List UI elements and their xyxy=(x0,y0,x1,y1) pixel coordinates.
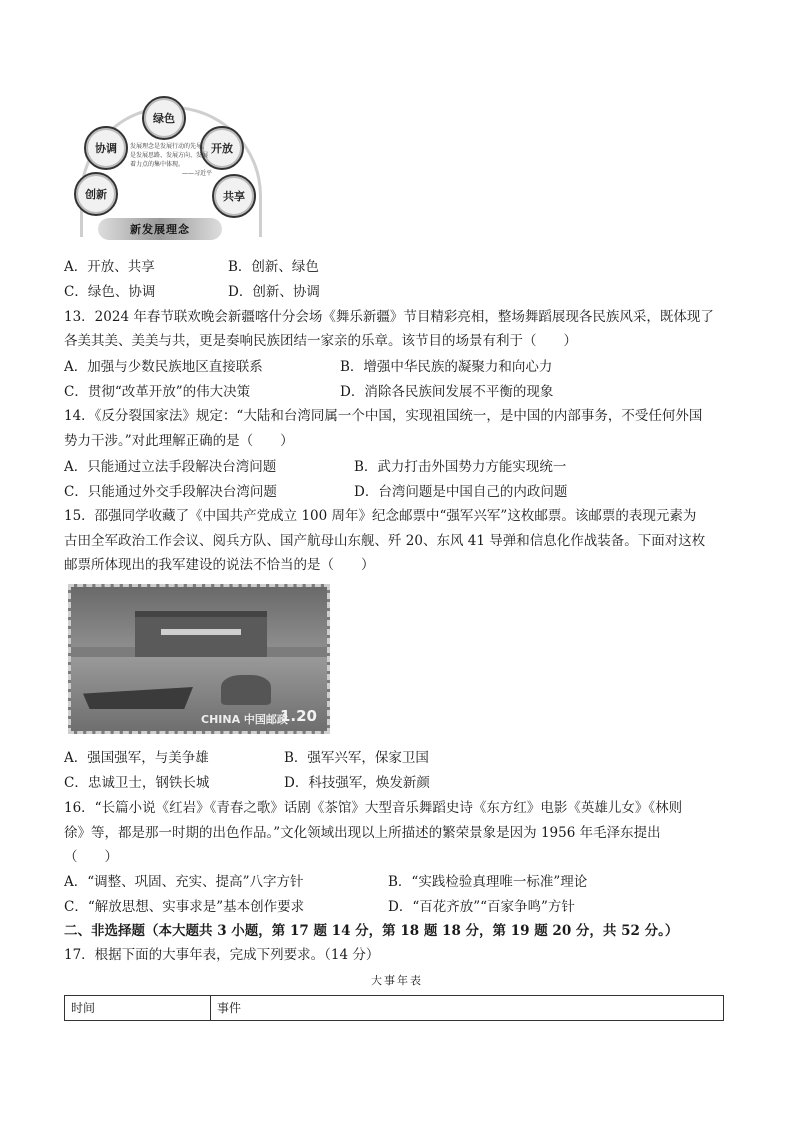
section2-title: 二、非选择题（本大题共 3 小题，第 17 题 14 分，第 18 题 18 分，第 19 题 20 分，共 52 分。） xyxy=(64,923,679,939)
q14-stem-line2: 势力干涉。”对此理解正确的是（ ） xyxy=(64,433,294,449)
q15-stem-line2: 古田全军政治工作会议、阅兵方队、国产航母山东舰、歼 20、东风 41 导弹和信息化作战装备。下面对这枚 xyxy=(64,533,706,549)
q17-stem: 17．根据下面的大事年表，完成下列要求。（14 分） xyxy=(64,947,380,963)
table-header-time: 时间 xyxy=(65,996,211,1020)
q13-stem-line1: 13．2024 年春节联欢晚会新疆喀什分会场《舞乐新疆》节目精彩亮相，整场舞蹈展现各民族风采，既体现了 xyxy=(64,309,714,325)
q14-option-a[interactable]: A．只能通过立法手段解决台湾问题 xyxy=(64,459,277,475)
q16-option-c[interactable]: C．“解放思想、实事求是”基本创作要求 xyxy=(64,899,305,915)
q16-stem-line2: 徐》等，都是那一时期的出色作品。”文化领域出现以上所描述的繁荣景象是因为 1956 年毛泽东提出 xyxy=(64,825,661,841)
q13-stem-line2: 各美其美、美美与共，更是奏响民族团结一家亲的乐章。该节目的场景有利于（ ） xyxy=(64,333,577,349)
q14-stem-line1: 14．《反分裂国家法》规定：“大陆和台湾同属一个中国，实现祖国统一，是中国的内部事务，不受任何外国 xyxy=(64,408,703,424)
q12-option-c[interactable]: C．绿色、协调 xyxy=(64,284,156,300)
stamp-country-label: CHINA 中国邮政 xyxy=(201,713,288,726)
q16-stem-line1: 16．“长篇小说《红岩》《青春之歌》话剧《茶馆》大型音乐舞蹈史诗《东方红》电影《英雄儿女》《林则 xyxy=(64,800,683,816)
q15-option-b[interactable]: B．强军兴军，保家卫国 xyxy=(284,750,429,766)
q14-option-b[interactable]: B．武力打击外国势力方能实现统一 xyxy=(354,459,567,475)
q13-option-c[interactable]: C．贯彻“改革开放”的伟大决策 xyxy=(64,384,251,400)
new-development-concept-diagram xyxy=(72,92,262,247)
q15-option-c[interactable]: C．忠诚卫士，钢铁长城 xyxy=(64,775,210,791)
table-title: 大事年表 xyxy=(371,974,423,987)
troops-shape xyxy=(221,675,271,705)
diagram-quote-text: 发展理念是发展行动的先导，是发展思路、发展方向、发展着力点的集中体现。 xyxy=(130,143,209,168)
q16-option-d[interactable]: D．“百花齐放”“百家争鸣”方针 xyxy=(388,899,575,915)
q15-option-d[interactable]: D．科技强军，焕发新颜 xyxy=(284,775,430,791)
q13-option-a[interactable]: A．加强与少数民族地区直接联系 xyxy=(64,359,263,375)
q15-stem-line1: 15．邵强同学收藏了《中国共产党成立 100 周年》纪念邮票中“强军兴军”这枚邮票。该邮票的表现元素为 xyxy=(64,508,697,524)
diagram-quote xyxy=(130,142,212,202)
q16-option-a[interactable]: A．“调整、巩固、充实、提高”八字方针 xyxy=(64,874,304,890)
q15-stem-line3: 邮票所体现出的我军建设的说法不恰当的是（ ） xyxy=(64,557,375,573)
diagram-banner: 新发展理念 xyxy=(98,218,222,240)
q12-option-b[interactable]: B．创新、绿色 xyxy=(228,259,319,275)
q16-stem-line3: （ ） xyxy=(64,849,118,865)
table-header-event: 事件 xyxy=(217,1001,242,1015)
events-table xyxy=(64,995,724,1021)
q13-option-d[interactable]: D．消除各民族间发展不平衡的现象 xyxy=(340,384,554,400)
q12-option-d[interactable]: D．创新、协调 xyxy=(228,284,320,300)
node-innovate: 创新 xyxy=(74,172,118,216)
q14-option-c[interactable]: C．只能通过外交手段解决台湾问题 xyxy=(64,484,277,500)
diagram-quote-signature: ——习近平 xyxy=(181,170,212,177)
q14-option-d[interactable]: D．台湾问题是中国自己的内政问题 xyxy=(354,484,568,500)
q13-option-b[interactable]: B．增强中华民族的凝聚力和向心力 xyxy=(340,359,553,375)
q16-option-b[interactable]: B．“实践检验真理唯一标准”理论 xyxy=(388,874,588,890)
node-open: 开放 xyxy=(200,126,244,170)
stamp-price: 1.20 xyxy=(279,707,317,725)
node-share: 共享 xyxy=(212,174,256,218)
commemorative-stamp-image xyxy=(68,584,330,734)
node-green: 绿色 xyxy=(142,96,186,140)
node-coordinate: 协调 xyxy=(84,126,128,170)
q15-option-a[interactable]: A．强国强军，与美争雄 xyxy=(64,750,209,766)
q12-option-a[interactable]: A．开放、共享 xyxy=(64,259,155,275)
